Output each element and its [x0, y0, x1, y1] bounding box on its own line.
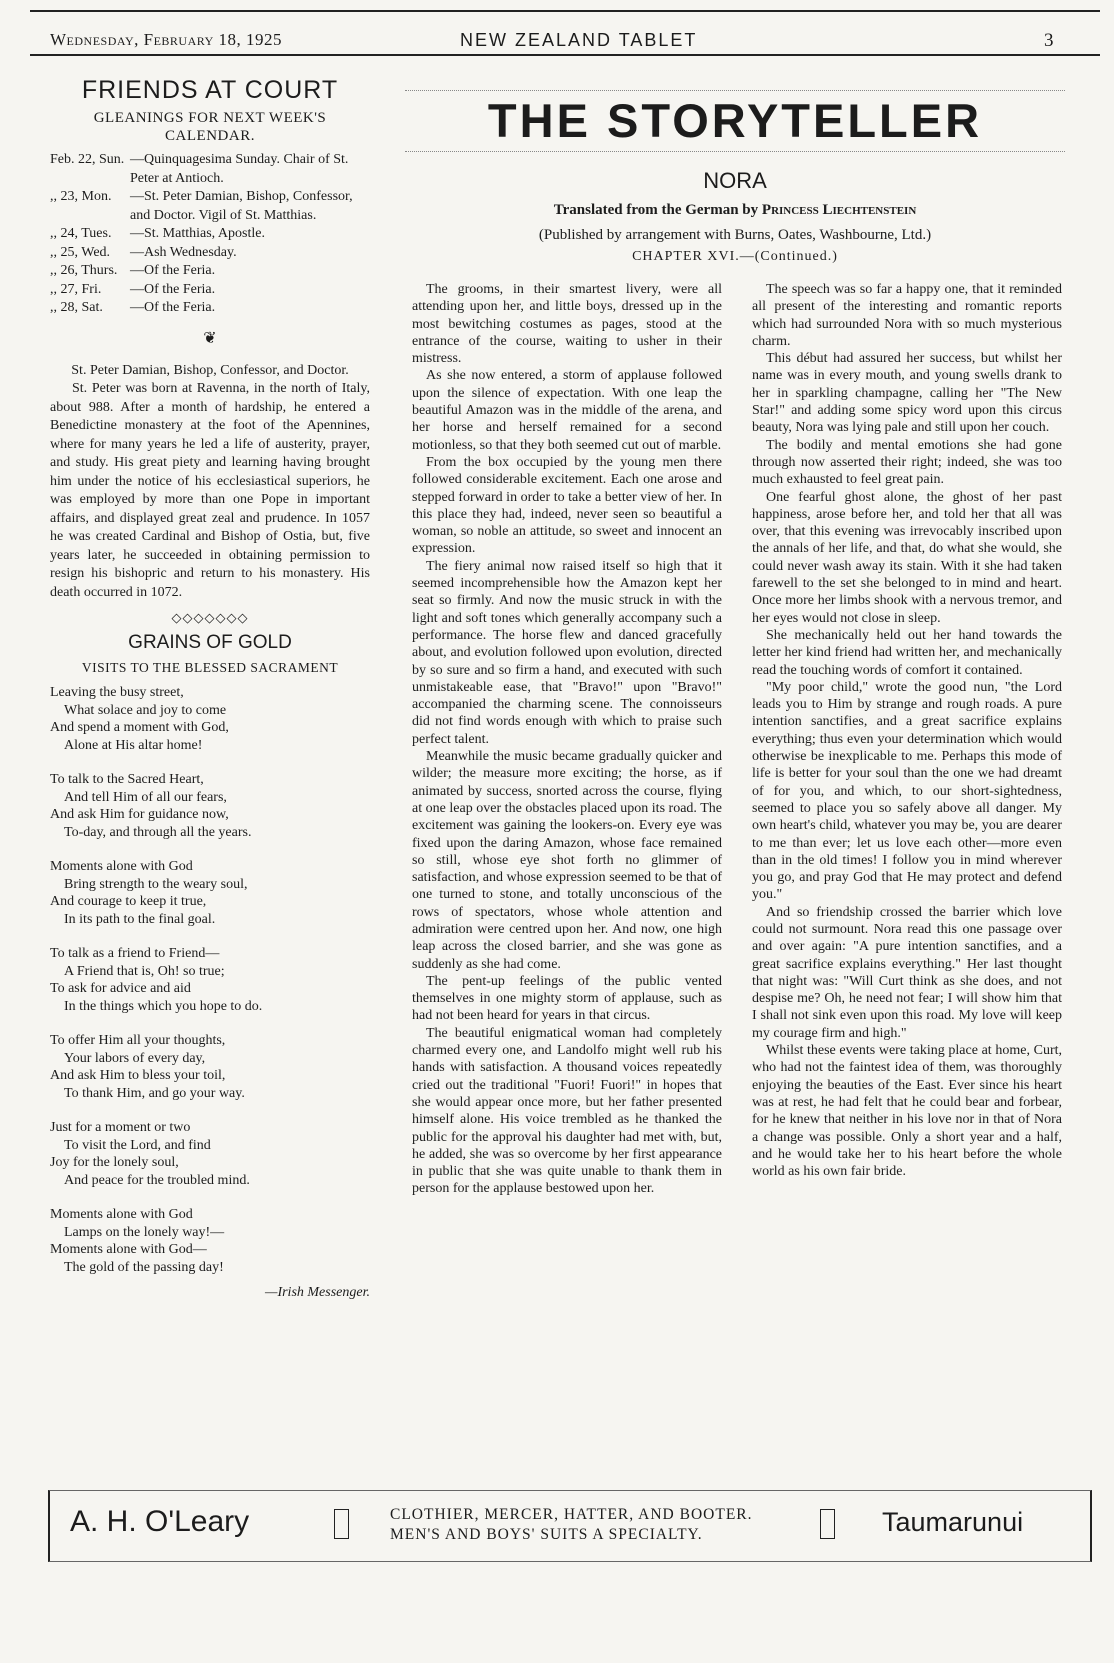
calendar-date: ,, 24, Tues. [50, 226, 112, 241]
story-paragraph: "My poor child," wrote the good nun, "the Lord leads you to Him by strange and rough roads. A pure intention sanctifies, and a great sacrifice explains everything; thus even your determination which would otherwise be inexplicable to me. Perhaps this mode of life is better for your soul than the one we had dreamt of for you, and which, to our short-sightedness, seemed to place you so safely above all danger. My own heart's child, whatever you may be, you are dearer to me than ever; let us love each other—more even than in the old times! I follow you in mind wherever you go, and pray God that He may protect and defend you." [752, 679, 1062, 903]
poem-line: And spend a moment with God, [50, 720, 229, 735]
poem-line: A Friend that is, Oh! so true; [64, 963, 225, 979]
poem-line: In the things which you hope to do. [64, 998, 263, 1014]
ad-description [390, 1505, 753, 1545]
poem-line: To offer Him all your thoughts, [50, 1033, 226, 1048]
poem-line: The gold of the passing day! [64, 1259, 224, 1275]
storyteller-banner [405, 90, 1065, 152]
story-column-2 [752, 281, 1062, 1180]
storyteller-title: THE STORYTELLER [487, 94, 983, 147]
ornament-icon: ❦ [203, 329, 217, 347]
poem-line: To ask for advice and aid [50, 981, 191, 996]
story-paragraph: As she now entered, a storm of applause followed upon the silence of expectation. With one leap the beautiful Amazon was in the middle of the arena, and her horse and herself remained for a second motionless, so that they both seemed cut out of marble. [412, 368, 722, 453]
story-paragraph: The pent-up feelings of the public vented themselves in one mighty storm of applause, such as had not been heard for years in that circus. [412, 973, 722, 1024]
issue-date: Wednesday, February 18, 1925 [50, 30, 282, 49]
story-paragraph: She mechanically held out her hand towards the letter her kind friend had written her, and mechanically read the touching words of comfort it contained. [752, 627, 1062, 678]
poem-line: And ask Him for guidance now, [50, 807, 229, 822]
story-paragraph: Meanwhile the music became gradually quicker and wilder; the measure more exciting; the horse, as if animated by success, snorted across the course, flying at one leap over the obstacles placed upon its road. The excitement was gaining the lookers-on. Every eye was fixed upon the daring Amazon, whose face remained so still, whose eye shot forth no glimmer of satisfaction, and whose expression seemed to be that of one turned to stone, and totally unconscious of the rows of spectators, whose whole attention and admiration were centred upon her. And now, one high leap across the closed barrier, and she was gone as suddenly as she had come. [412, 749, 722, 972]
calendar-row [50, 151, 370, 188]
poem-line: Lamps on the lonely way!— [64, 1224, 225, 1240]
story-paragraph: Whilst these events were taking place at home, Curt, who had not the faintest idea of them, was thoroughly enjoying the beauties of the East. Ever since his heart was at rest, he had felt that he could bear and forbear, for he knew that neither in his love nor in that of Nora a change was possible. Only a short year and a half, and he would take her to his heart before the whole world as his own fair bride. [752, 1043, 1062, 1180]
left-column [50, 70, 370, 1301]
poem-stanza [50, 771, 370, 841]
calendar-entry: —Quinquagesima Sunday. Chair of St. Peter at Antioch. [130, 152, 349, 186]
calendar-row [50, 225, 370, 244]
calendar-row [50, 262, 370, 281]
calendar-entry: —Of the Feria. [130, 300, 216, 315]
story-paragraph: One fearful ghost alone, the ghost of her past happiness, arose before her, and told her that all was over, that this evening was irrevocably inscribed upon the annals of her life, and that, do what she would, she could never wash away its stain. With it she had taken farewell to the set she belonged to in mind and heart. Once more her limbs shook with a nervous tremor, and her eyes would not close in sleep. [752, 489, 1062, 626]
translation-credit [405, 202, 1065, 219]
story-paragraph: The bodily and mental emotions she had gone through now asserted their right; indeed, she was too much exhausted to feel great pain. [752, 437, 1062, 488]
calendar-date: ,, 25, Wed. [50, 244, 111, 260]
poem-stanza [50, 684, 370, 754]
calendar-entry: —Of the Feria. [130, 263, 216, 278]
poem-line: Joy for the lonely soul, [50, 1155, 179, 1170]
calendar-date: ,, 28, Sat. [50, 300, 103, 315]
calendar-entry: —Of the Feria. [130, 281, 216, 297]
story-paragraph: And so friendship crossed the barrier which love could not surmount. Nora read this one passage over and over again: "A pure intention sanctifies, and a great sacrifice explains everything." Her last thought that night was: "Will Curt think as she does, and not despise me? Oh, he need not fear; I will show him that I shall not sink even upon this road. My love will keep my courage firm and high." [752, 904, 1062, 1041]
translation-author: Princess Liechtenstein [761, 202, 917, 218]
poem-line: And peace for the troubled mind. [64, 1172, 250, 1188]
page-number: 3 [1044, 30, 1054, 51]
poem-line: Your labors of every day, [64, 1050, 206, 1066]
story-paragraph: From the box occupied by the young men there followed considerable excitement. Each one arose and stepped forward in order to take a better view of her. In this place they had, indeed, never seen so beautiful a woman, so noble an attitude, so sweet and innocent an expression. [412, 454, 722, 557]
poem-line: Moments alone with God— [50, 1242, 207, 1257]
advertisement [48, 1490, 1092, 1562]
poem-line: To talk to the Sacred Heart, [50, 772, 204, 787]
friends-at-court-subtitle: GLEANINGS FOR NEXT WEEK'S CALENDAR. [93, 110, 327, 144]
story-paragraph: The beautiful enigmatical woman had completely charmed every one, and Landolfo might well rub his hands with satisfaction. A thousand voices repeatedly cried out the traditional "Fuori! Fuori!" in hopes that she would appear once more, but her father presented himself alone. His voice trembled as he thanked the public for the approval his daughter had met with, but, he added, she was so overcome by her first appearance in public that she was quite unable to thank them in person for the applause bestowed upon her. [412, 1025, 722, 1197]
ad-line-2: MEN'S AND BOYS' SUITS A SPECIALTY. [390, 1526, 703, 1543]
calendar-row [50, 188, 370, 225]
poem-stanza [50, 1119, 370, 1189]
poem-line: And tell Him of all our fears, [64, 789, 227, 805]
poem-line: Alone at His altar home! [64, 737, 203, 753]
poem-line: To visit the Lord, and find [64, 1137, 211, 1153]
header-rule [30, 54, 1100, 56]
calendar-row [50, 244, 370, 263]
poem-line: Just for a moment or two [50, 1120, 191, 1135]
poem-line: Moments alone with God [50, 1207, 193, 1222]
translation-prefix: Translated from the German by [553, 202, 759, 218]
poem-line: And ask Him to bless your toil, [50, 1068, 226, 1083]
story-paragraph: This début had assured her success, but whilst her name was in every mouth, and young swells drank to her in sparkling champagne, calling her "The New Star!" and adding some spicy word upon this circus beauty, Nora was lying pale and still upon her couch. [752, 351, 1062, 436]
poem-line: In its path to the final goal. [64, 911, 216, 927]
calendar-date: ,, 23, Mon. [50, 189, 112, 204]
friends-at-court-title: FRIENDS AT COURT [81, 76, 339, 104]
poem-line: And courage to keep it true, [50, 894, 207, 909]
saint-heading: St. Peter Damian, Bishop, Confessor, and Doctor. [71, 362, 349, 378]
story-paragraph: The grooms, in their smartest livery, were all attending upon her, and little boys, dressed up in the most bewitching costumes as pages, stood at the entrance of the course, waiting to usher in their mistress. [412, 282, 722, 367]
calendar-entry: —St. Matthias, Apostle. [130, 226, 265, 241]
ad-divider-box [334, 1509, 349, 1539]
poem-stanza [50, 1206, 370, 1276]
ad-location: Taumarunui [882, 1507, 1024, 1537]
poem [50, 684, 370, 1276]
saint-body: St. Peter was born at Ravenna, in the north of Italy, about 988. After a month of hardship, he entered a Benedictine monastery at the foot of the Apennines, where for many years he led a life of austerity, prayer, and study. His great piety and learning having brought him under the notice of his ecclesiastical superiors, he was employed by more than one Pope in important affairs, and displayed great zeal and prudence. In 1057 he was created Cardinal and Bishop of Ostia, but, five years later, he succeeded in obtaining permission to resign his bishopric and return to his monastery. His death occurred in 1072. [50, 381, 370, 600]
publication-name: NEW ZEALAND TABLET [460, 30, 698, 50]
poem-stanza [50, 1032, 370, 1102]
poem-line: What solace and joy to come [64, 702, 227, 718]
poem-line: Bring strength to the weary soul, [64, 876, 248, 892]
poem-line: Leaving the busy street, [50, 685, 184, 700]
story-title: NORA [703, 168, 767, 193]
calendar-list [50, 151, 370, 318]
poem-line: To thank Him, and go your way. [64, 1085, 245, 1101]
calendar-row [50, 281, 370, 300]
calendar-date: ,, 27, Fri. [50, 281, 102, 297]
poem-stanza [50, 945, 370, 1015]
ad-business-name: A. H. O'Leary [70, 1505, 250, 1538]
grains-of-gold-title: GRAINS OF GOLD [128, 632, 292, 653]
calendar-row [50, 299, 370, 318]
poem-line: To talk as a friend to Friend— [50, 946, 220, 961]
ad-line-1: CLOTHIER, MERCER, HATTER, AND BOOTER. [390, 1506, 753, 1523]
poem-line: Moments alone with God [50, 859, 193, 874]
chapter-heading: CHAPTER XVI.—(Continued.) [632, 249, 838, 264]
story-paragraph: The fiery animal now raised itself so high that it seemed incomprehensible how the Amazon kept her seat so firmly. And now the music struck in with the light and soft tones which generally accompany such a performance. The horse flew and danced gracefully about, and evolution followed upon evolution, directed by so sure and so firm a hand, and executed with such unmistakeable ease, that "Bravo!" upon "Bravo!" accompanied the charming scene. The connoisseurs did not find words enough with which to praise such perfect talent. [412, 558, 722, 747]
calendar-date: Feb. 22, Sun. [50, 152, 125, 167]
top-rule [30, 10, 1100, 12]
section-divider: ◇◇◇◇◇◇◇ [171, 610, 249, 625]
ad-divider-box [820, 1509, 835, 1539]
story-column-1 [412, 281, 722, 1198]
calendar-entry: —St. Peter Damian, Bishop, Confessor, and Doctor. Vigil of St. Matthias. [130, 189, 353, 223]
poem-line: To-day, and through all the years. [64, 824, 252, 840]
grains-of-gold-subtitle: VISITS TO THE BLESSED SACRAMENT [81, 660, 339, 675]
publication-note: (Published by arrangement with Burns, Oates, Washbourne, Ltd.) [538, 227, 932, 243]
calendar-entry: —Ash Wednesday. [130, 244, 237, 260]
poem-stanza [50, 858, 370, 928]
calendar-date: ,, 26, Thurs. [50, 263, 118, 278]
story-paragraph: The speech was so far a happy one, that it reminded all present of the interesting and romantic reports which had surrounded Nora with so much mysterious charm. [752, 282, 1062, 349]
poem-credit: —Irish Messenger. [265, 1285, 370, 1300]
